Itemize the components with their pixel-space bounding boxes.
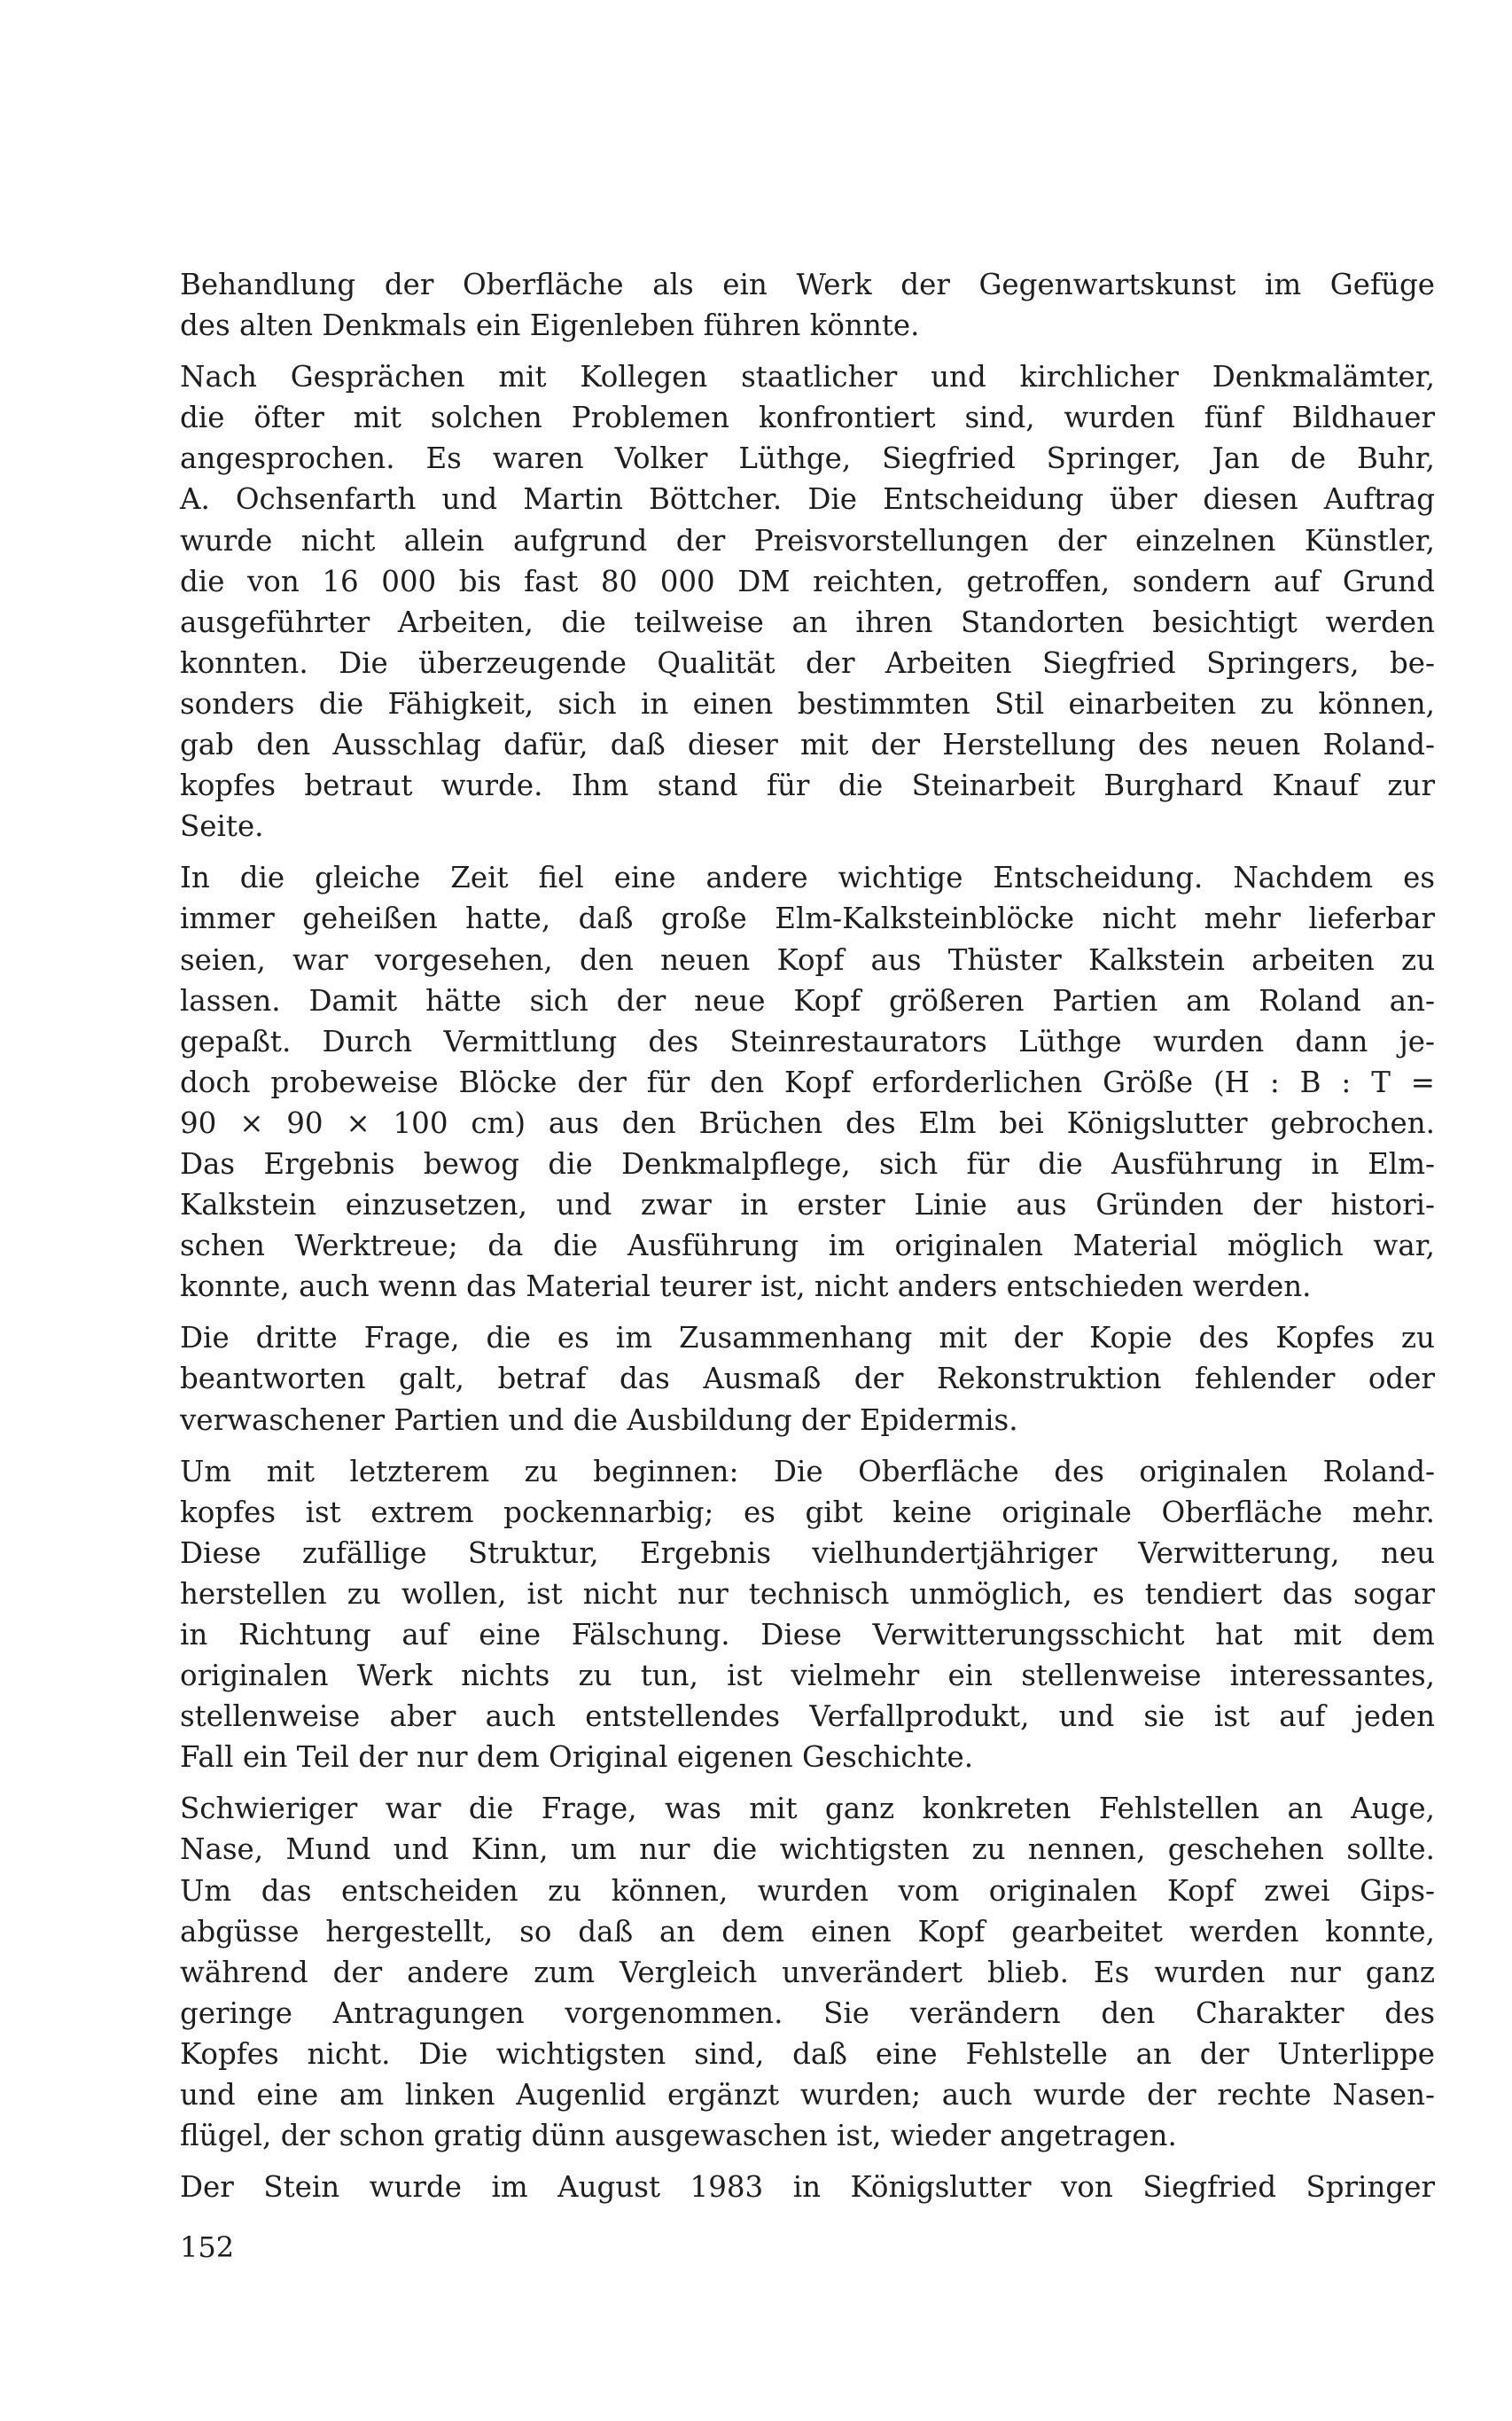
text-line: verwaschener Partien und die Ausbildung der Epidermis. bbox=[180, 1402, 1018, 1437]
text-line: flügel, der schon gratig dünn ausgewaschen ist, wieder angetragen. bbox=[180, 2119, 1177, 2153]
text-line: doch probeweise Blöcke der für den Kopf erforderlichen Größe (H : B : T = bbox=[180, 1065, 1435, 1099]
text-line: und eine am linken Augenlid ergänzt wurden; auch wurde der rechte Nasen- bbox=[180, 2078, 1435, 2113]
text-line: Seite. bbox=[180, 809, 264, 844]
text-line: in Richtung auf eine Fälschung. Diese Verwitterungsschicht hat mit dem bbox=[180, 1618, 1435, 1652]
paragraph-gap bbox=[180, 346, 1435, 356]
text-line: wurde nicht allein aufgrund der Preisvorstellungen der einzelnen Künstler, bbox=[180, 523, 1435, 558]
text-line: die von 16 000 bis fast 80 000 DM reichten, getroffen, sondern auf Grund bbox=[180, 564, 1435, 598]
text-line: ausgeführter Arbeiten, die teilweise an ihren Standorten besichtigt werden bbox=[180, 605, 1435, 639]
paragraph bbox=[180, 1317, 1435, 1440]
text-line: Die dritte Frage, die es im Zusammenhang mit der Kopie des Kopfes zu bbox=[180, 1321, 1435, 1355]
text-line: A. Ochsenfarth und Martin Böttcher. Die Entscheidung über diesen Auftrag bbox=[180, 482, 1435, 517]
text-line: während der andere zum Vergleich unverändert blieb. Es wurden nur ganz bbox=[180, 1955, 1435, 1989]
paragraph-gap bbox=[180, 1777, 1435, 1788]
text-line: In die gleiche Zeit fiel eine andere wichtige Entscheidung. Nachdem es bbox=[180, 861, 1435, 895]
text-line: abgüsse hergestellt, so daß an dem einen Kopf gearbeitet werden konnte, bbox=[180, 1914, 1435, 1949]
text-line: die öfter mit solchen Problemen konfrontiert sind, wurden fünf Bildhauer bbox=[180, 401, 1435, 435]
text-line: gab den Ausschlag dafür, daß dieser mit der Herstellung des neuen Roland- bbox=[180, 728, 1435, 762]
paragraph-gap bbox=[180, 2156, 1435, 2167]
text-line: lassen. Damit hätte sich der neue Kopf größeren Partien am Roland an- bbox=[180, 983, 1435, 1018]
text-line: 90 × 90 × 100 cm) aus den Brüchen des Elm bei Königslutter gebrochen. bbox=[180, 1105, 1435, 1140]
text-line: Kalkstein einzusetzen, und zwar in erster Linie aus Gründen der histori- bbox=[180, 1188, 1435, 1222]
paragraph-gap bbox=[180, 1441, 1435, 1451]
text-line: Um mit letzterem zu beginnen: Die Oberfläche des originalen Roland- bbox=[180, 1454, 1435, 1488]
text-line: immer geheißen hatte, daß große Elm-Kalksteinblöcke nicht mehr lieferbar bbox=[180, 902, 1435, 936]
text-line: stellenweise aber auch entstellendes Verfallprodukt, und sie ist auf jeden bbox=[180, 1699, 1435, 1734]
text-line: beantworten galt, betraf das Ausmaß der Rekonstruktion fehlender oder bbox=[180, 1362, 1435, 1396]
text-line: angesprochen. Es waren Volker Lüthge, Siegfried Springer, Jan de Buhr, bbox=[180, 441, 1435, 476]
text-line: sonders die Fähigkeit, sich in einen bestimmten Stil einarbeiten zu können, bbox=[180, 686, 1435, 721]
text-line: Behandlung der Oberfläche als ein Werk der Gegenwartskunst im Gefüge bbox=[180, 268, 1435, 301]
body-text bbox=[180, 264, 1435, 2207]
text-line: Schwieriger war die Frage, was mit ganz konkreten Fehlstellen an Auge, bbox=[180, 1792, 1435, 1826]
text-line: seien, war vorgesehen, den neuen Kopf aus Thüster Kalkstein arbeiten zu bbox=[180, 942, 1435, 977]
text-line: Der Stein wurde im August 1983 in Königslutter von Siegfried Springer bbox=[180, 2170, 1435, 2205]
paragraph bbox=[180, 1788, 1435, 2156]
text-line: Diese zufällige Struktur, Ergebnis vielhundertjähriger Verwitterung, neu bbox=[180, 1535, 1435, 1570]
text-line: schen Werktreue; da die Ausführung im originalen Material möglich war, bbox=[180, 1229, 1435, 1263]
paragraph-gap bbox=[180, 1307, 1435, 1317]
paragraph-gap bbox=[180, 847, 1435, 857]
paragraph bbox=[180, 1451, 1435, 1778]
text-line: originalen Werk nichts zu tun, ist vielmehr ein stellenweise interessantes, bbox=[180, 1659, 1435, 1693]
text-line: des alten Denkmals ein Eigenleben führen könnte. bbox=[180, 308, 920, 343]
paragraph bbox=[180, 857, 1435, 1307]
text-line: gepaßt. Durch Vermittlung des Steinrestaurators Lüthge wurden dann je- bbox=[180, 1024, 1435, 1058]
text-line: Kopfes nicht. Die wichtigsten sind, daß eine Fehlstelle an der Unterlippe bbox=[180, 2036, 1435, 2071]
paragraph bbox=[180, 356, 1435, 847]
paragraph bbox=[180, 264, 1435, 346]
text-line: herstellen zu wollen, ist nicht nur technisch unmöglich, es tendiert das sogar bbox=[180, 1576, 1435, 1611]
text-line: Nase, Mund und Kinn, um nur die wichtigsten zu nennen, geschehen sollte. bbox=[180, 1832, 1435, 1867]
text-line: Fall ein Teil der nur dem Original eigenen Geschichte. bbox=[180, 1740, 974, 1775]
text-line: konnten. Die überzeugende Qualität der Arbeiten Siegfried Springers, be- bbox=[180, 645, 1435, 680]
text-line: kopfes ist extrem pockennarbig; es gibt keine originale Oberfläche mehr. bbox=[180, 1495, 1435, 1529]
text-line: Nach Gesprächen mit Kollegen staatlicher und kirchlicher Denkmalämter, bbox=[180, 360, 1435, 394]
text-line: konnte, auch wenn das Material teurer ist, nicht anders entschieden werden. bbox=[180, 1269, 1312, 1304]
text-line: kopfes betraut wurde. Ihm stand für die Steinarbeit Burghard Knauf zur bbox=[180, 769, 1435, 803]
text-line: Das Ergebnis bewog die Denkmalpflege, sich für die Ausführung in Elm- bbox=[180, 1146, 1435, 1181]
paragraph bbox=[180, 2167, 1435, 2207]
text-line: geringe Antragungen vorgenommen. Sie verändern den Charakter des bbox=[180, 1995, 1435, 2030]
page-number: 152 bbox=[180, 2230, 235, 2264]
text-line: Um das entscheiden zu können, wurden vom originalen Kopf zwei Gips- bbox=[180, 1873, 1435, 1908]
